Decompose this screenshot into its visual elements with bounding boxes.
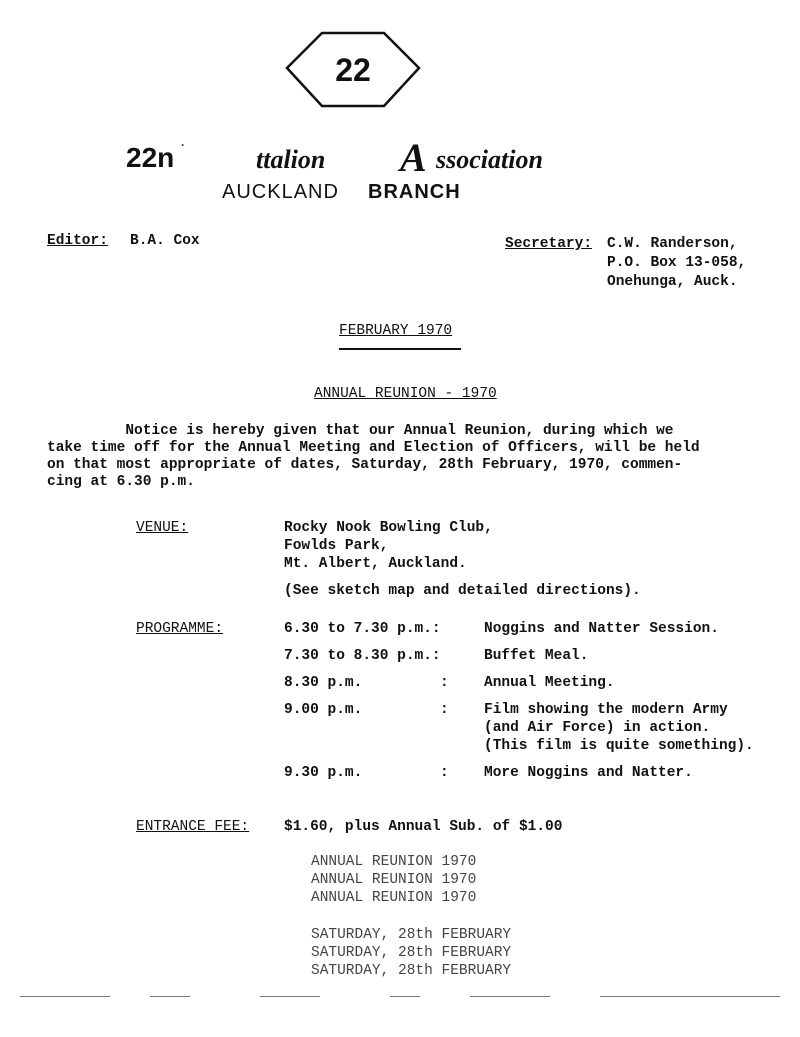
masthead-fragment-mark: ·	[181, 138, 185, 152]
programme-desc: More Noggins and Natter.	[484, 765, 693, 781]
date-heading-rule	[339, 348, 461, 350]
reunion-heading: ANNUAL REUNION - 1970	[314, 386, 497, 402]
masthead-assoc-initial: A	[400, 135, 427, 180]
branch-plain: AUCKLAND	[222, 181, 339, 203]
editor-name: B.A. Cox	[130, 233, 200, 249]
secretary-line: C.W. Randerson,	[607, 236, 738, 252]
programme-separator: :	[440, 702, 449, 718]
notice-line: cing at 6.30 p.m.	[47, 474, 195, 490]
repeat-reunion-line: ANNUAL REUNION 1970	[311, 890, 477, 906]
secretary-line: P.O. Box 13-058,	[607, 255, 747, 271]
programme-time: 6.30 to 7.30 p.m.:	[284, 621, 441, 637]
programme-desc: Film showing the modern Army	[484, 702, 728, 718]
programme-desc: Annual Meeting.	[484, 675, 615, 691]
date-heading: FEBRUARY 1970	[339, 323, 453, 339]
programme-time: 8.30 p.m.	[284, 675, 363, 691]
programme-desc: Buffet Meal.	[484, 648, 589, 664]
repeat-saturday-line: SATURDAY, 28th FEBRUARY	[311, 945, 512, 961]
programme-time: 9.00 p.m.	[284, 702, 363, 718]
venue-note: (See sketch map and detailed directions).	[284, 583, 641, 599]
masthead-assoc-rest: ssociation	[436, 145, 543, 174]
programme-separator: :	[440, 675, 449, 691]
venue-line: Rocky Nook Bowling Club,	[284, 520, 493, 536]
programme-desc: Noggins and Natter Session.	[484, 621, 719, 637]
entrance-value: $1.60, plus Annual Sub. of $1.00	[284, 819, 563, 835]
notice-line: on that most appropriate of dates, Saturday, 28th February, 1970, commen-	[47, 457, 683, 473]
badge-number: 22	[335, 52, 371, 88]
secretary-line: Onehunga, Auck.	[607, 274, 738, 290]
venue-label: VENUE:	[136, 520, 189, 536]
entrance-label: ENTRANCE FEE:	[136, 819, 250, 835]
programme-desc: (This film is quite something).	[484, 738, 754, 754]
programme-label: PROGRAMME:	[136, 621, 224, 637]
venue-line: Mt. Albert, Auckland.	[284, 556, 467, 572]
branch-bold: BRANCH	[368, 181, 461, 203]
masthead-title-main: ttalion	[256, 145, 326, 174]
masthead-prefix: 22n	[126, 142, 175, 173]
notice-line: Notice is hereby given that our Annual Reunion, during which we	[47, 423, 674, 439]
secretary-label: Secretary:	[505, 236, 593, 252]
programme-separator: :	[440, 765, 449, 781]
diamond-badge	[284, 30, 422, 110]
programme-time: 7.30 to 8.30 p.m.:	[284, 648, 441, 664]
repeat-saturday-line: SATURDAY, 28th FEBRUARY	[311, 963, 512, 979]
repeat-saturday-line: SATURDAY, 28th FEBRUARY	[311, 927, 512, 943]
editor-label: Editor:	[47, 233, 108, 249]
programme-desc: (and Air Force) in action.	[484, 720, 711, 736]
notice-line: take time off for the Annual Meeting and Election of Officers, will be held	[47, 440, 700, 456]
repeat-reunion-line: ANNUAL REUNION 1970	[311, 872, 477, 888]
repeat-reunion-line: ANNUAL REUNION 1970	[311, 854, 477, 870]
venue-line: Fowlds Park,	[284, 538, 389, 554]
programme-time: 9.30 p.m.	[284, 765, 363, 781]
